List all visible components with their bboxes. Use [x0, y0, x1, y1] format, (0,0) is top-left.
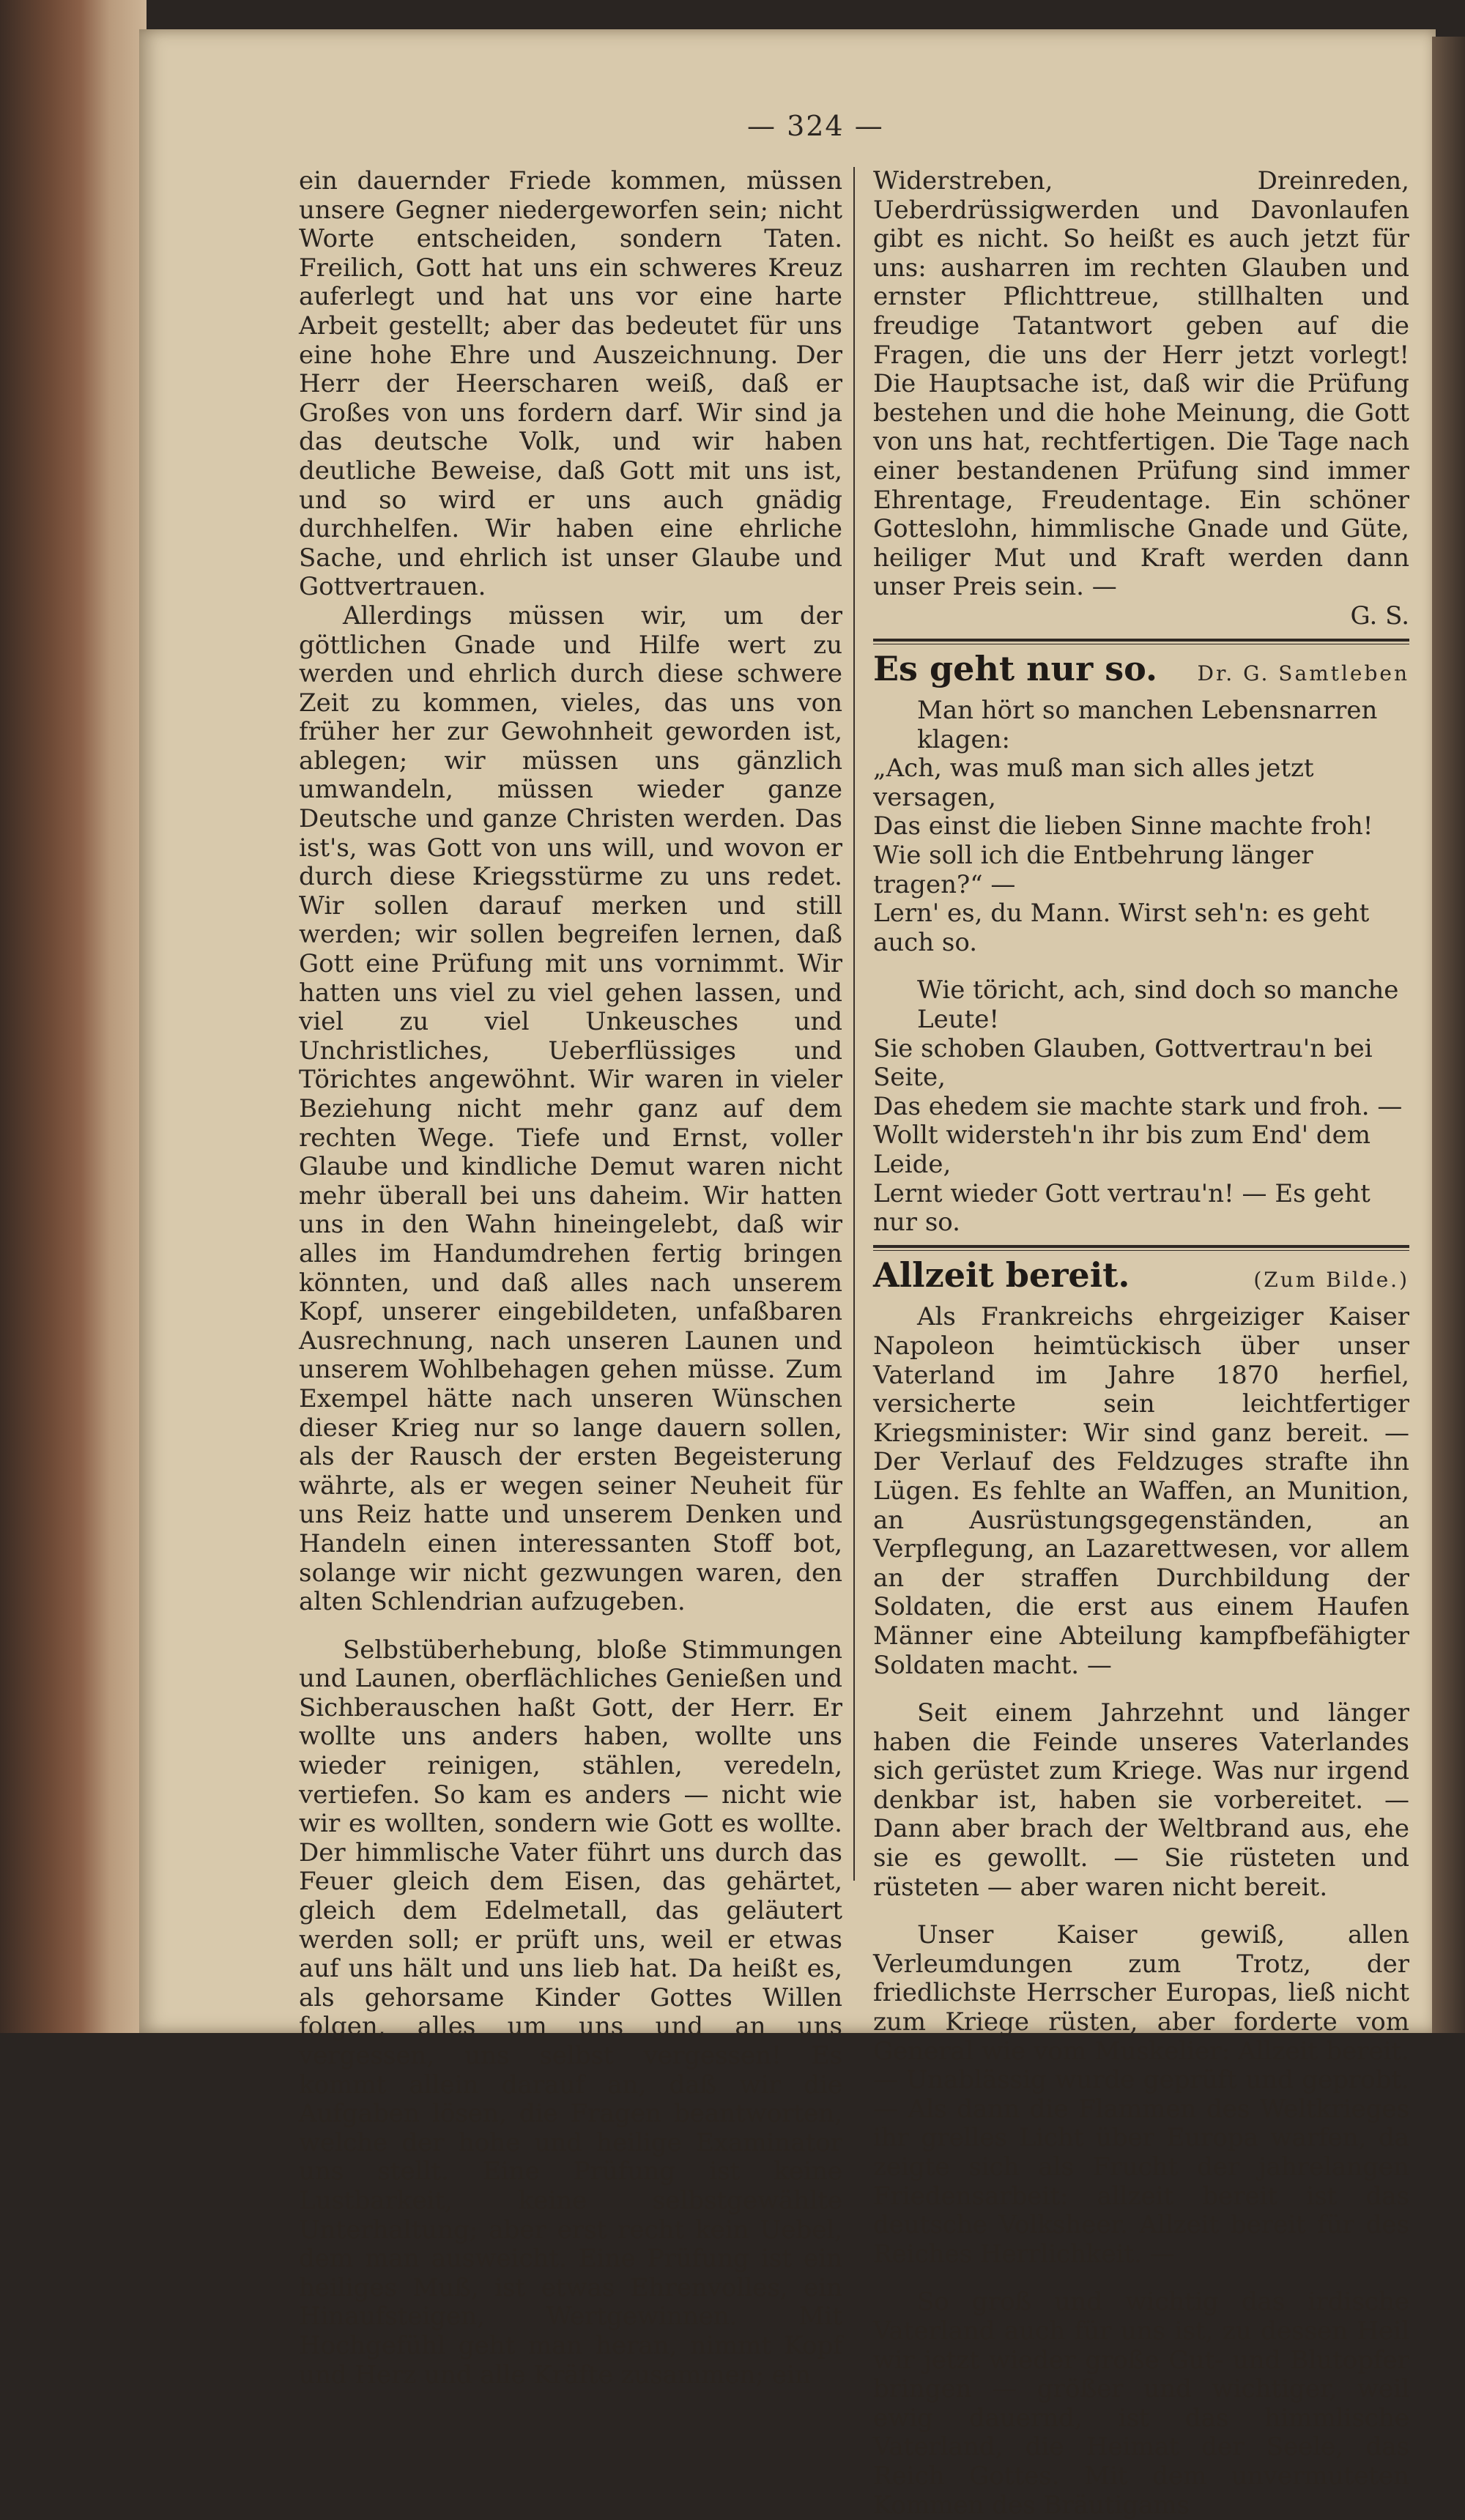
poem-line: Man hört so manchen Lebensnarren klagen:	[917, 696, 1378, 754]
poem-title: Es geht nur so.	[873, 648, 1158, 688]
poem-author: Dr. G. Samtleben	[1197, 661, 1409, 685]
article-title: Allzeit bereit.	[873, 1255, 1130, 1295]
poem-line: Sie schoben Glauben, Gottvertrau'n bei Seite,	[873, 1033, 1373, 1093]
paragraph: Allerdings müssen wir, um der göttlichen Gnade und Hilfe wert zu werden und ehrlich durch diese schwere Zeit zu kommen, vieles, das uns von früher her zur Gewohnheit geworden ist, ablegen; wir müssen uns gänzlich umwandeln, müssen wieder ganze Deutsche und ganze Christen werden. Das ist's, was Gott von uns will, und wovon er durch diese Kriegsstürme zu uns redet. Wir sollen darauf merken und still werden; wir sollen begreifen lernen, daß Gott eine Prüfung mit uns vornimmt. Wir hatten uns viel zu viel gehen lassen, und viel zu viel Unkeusches und Unchristliches, Ueberflüssiges und Törichtes angewöhnt. Wir waren in vieler Beziehung nicht mehr ganz auf dem rechten Wege. Tiefe und Ernst, voller Glaube und kindliche Demut waren nicht mehr überall bei uns daheim. Wir hatten uns in den Wahn hineingelebt, daß wir alles im Handumdrehen fertig bringen könnten, und daß alles nach unserem Kopf, unserer eingebildeten, unfaßbaren Ausrechnung, nach unseren Launen und unserem Wohlbehagen gehen müsse. Zum Exempel hätte nach unseren Wünschen dieser Krieg nur so lange dauern sollen, als der Rausch der ersten Begeisterung währte, als er wegen seiner Neuheit für uns Reiz hatte und unserem Denken und Handeln einen interessanten Stoff bot, solange wir nicht gezwungen waren, den alten Schlendrian aufzugeben.	[299, 601, 842, 1617]
right-column	[873, 167, 1409, 2520]
article-note: (Zum Bilde.)	[1253, 1267, 1409, 1292]
paragraph: Widerstreben, Dreinreden, Ueberdrüssigwerden und Davonlaufen gibt es nicht. So heißt es auch jetzt für uns: ausharren im rechten Glauben und ernster Pflichttreue, stillhalten und freudige Tatantwort geben auf die Fragen, die uns der Herr jetzt vorlegt! Die Hauptsache ist, daß wir die Prüfung bestehen und die hohe Meinung, die Gott von uns hat, rechtfertigen. Die Tage nach einer bestandenen Prüfung sind immer Ehrentage, Freudentage. Ein schöner Gotteslohn, himmlische Gnade und Güte, heiliger Mut und Kraft werden dann unser Preis sein. —	[873, 166, 1409, 602]
paragraph: Als Frankreichs ehrgeiziger Kaiser Napoleon heimtückisch über unser Vaterland im Jahre 1870 herfiel, versicherte sein leichtfertiger Kriegsminister: Wir sind ganz bereit. — Der Verlauf des Feldzuges strafte ihn Lügen. Es fehlte an Waffen, an Munition, an Ausrüstungsgegenständen, an Verpflegung, an Lazarettwesen, vor allem an der straffen Durchbildung der Soldaten, die erst aus einem Haufen Männer eine Abteilung kampfbefähigter Soldaten macht. —	[873, 1302, 1409, 1680]
poem-line: „Ach, was muß man sich alles jetzt versagen,	[873, 754, 1314, 812]
paragraph: Selbstüberhebung, bloße Stimmungen und Launen, oberflächliches Genießen und Sichberauschen haßt Gott, der Herr. Er wollte uns anders haben, wollte uns wieder reinigen, stählen, veredeln, vertiefen. So kam es anders — nicht wie wir es wollten, sondern wie Gott es wollte. Der himmlische Vater führt uns durch das Feuer gleich dem Eisen, das gehärtet, gleich dem Edelmetall, das geläutert werden soll; er prüft uns, weil er etwas auf uns hält und uns lieb hat. Da heißt es, als gehorsame Kinder Gottes Willen folgen, alles um uns und an uns vergessen, uns selbst vergessen! Es kommt allein darauf an, daß wir die Aufgaben lösen, die Fragen beantworten, welche der hohe und heilige Examinator uns stellt. Eine Prüfung ist keine Lustbarkeit, keine selbstgewählte Unterhaltung; aber erst recht kein Uebel, dem man ausweicht. Eine Prüfung ist ein heiliges Muß, ist etwas Ehrenvolles, ein Hinaufsteigen, Wertgewinnen. Mit Hochgefühl geht man heran, nimmt Kopf und Herz und alle Kräfte zusammen; ein	[299, 1635, 842, 2390]
column-divider	[853, 167, 855, 1881]
paragraph: Unser Kaiser gewiß, allen Verleumdungen zum Trotz, der friedlichste Herrscher Europas, ließ nicht zum Kriege rüsten, aber forderte vom General wie vom Muskelier: Allzeit bereit. — Unablässig wurde geprüft und geprobt. — Als dann die Flammen des Weltkrieges ihr grelles Licht über Europa warfen, da zeigte sich als Frucht der jahrelangen Friedensarbeit: allzeit bereit ist das deutsche Volksheer. Allzeit bereit für des Reiches Herrlichkeit. —	[873, 1920, 1409, 2269]
poem	[873, 696, 1409, 1238]
book-spine	[0, 0, 146, 2033]
paragraph: ein dauernder Friede kommen, müssen unsere Gegner niedergeworfen sein; nicht Worte entscheiden, sondern Taten. Freilich, Gott hat uns ein schweres Kreuz auferlegt und hat uns vor eine harte Arbeit gestellt; aber das bedeutet für uns eine hohe Ehre und Auszeichnung. Der Herr der Heerscharen weiß, daß er Großes von uns fordern darf. Wir sind ja das deutsche Volk, und wir haben deutliche Beweise, daß Gott mit uns ist, und so wird er uns auch gnädig durchhelfen. Wir haben eine ehrliche Sache, und ehrlich ist unser Glaube und Gottvertrauen.	[299, 166, 842, 602]
poem-line: Wollt widersteh'n ihr bis zum End' dem Leide,	[873, 1120, 1371, 1179]
poem-line: Lernt wieder Gott vertrau'n! — Es geht nur so.	[873, 1178, 1371, 1238]
page-number: — 324 —	[747, 110, 884, 142]
paragraph: Seit einem Jahrzehnt und länger haben die Feinde unseres Vaterlandes sich gerüstet zum Kriege. Was nur irgend denkbar ist, haben sie vorbereitet. — Dann aber brach der Weltbrand aus, ehe sie es gewollt. — Sie rüsteten und rüsteten — aber waren nicht bereit.	[873, 1698, 1409, 1902]
poem-line: Wie töricht, ach, sind doch so manche Leute!	[917, 975, 1399, 1035]
poem-line: Das ehedem sie machte stark und froh. —	[873, 1091, 1403, 1121]
poem-line: Das einst die lieben Sinne machte froh!	[873, 811, 1373, 841]
poem-line: Lern' es, du Mann. Wirst seh'n: es geht auch so.	[873, 899, 1370, 957]
poem-line: Wie soll ich die Entbehrung länger tragen?“ —	[873, 841, 1313, 899]
signature: G. S.	[1350, 601, 1409, 631]
page-edge	[1432, 37, 1465, 2033]
poem-header	[873, 648, 1409, 688]
article-header	[873, 1255, 1409, 1295]
left-column	[299, 167, 842, 2390]
paragraph: So groß und wichtig das irdische Vaterland auch für uns ist, zu dessen Heil wir jetzt wieder große Gut- und Blutopfer bringen — größer und wichtiger, weil ewig dauernd, ist das himmlische Vaterland, die Heimat der Seele, das Reich Gottes. Mit dem unvermuteten Kommen des Bräutigams	[873, 2287, 1409, 2520]
section-rule	[873, 1245, 1409, 1251]
section-rule	[873, 639, 1409, 644]
